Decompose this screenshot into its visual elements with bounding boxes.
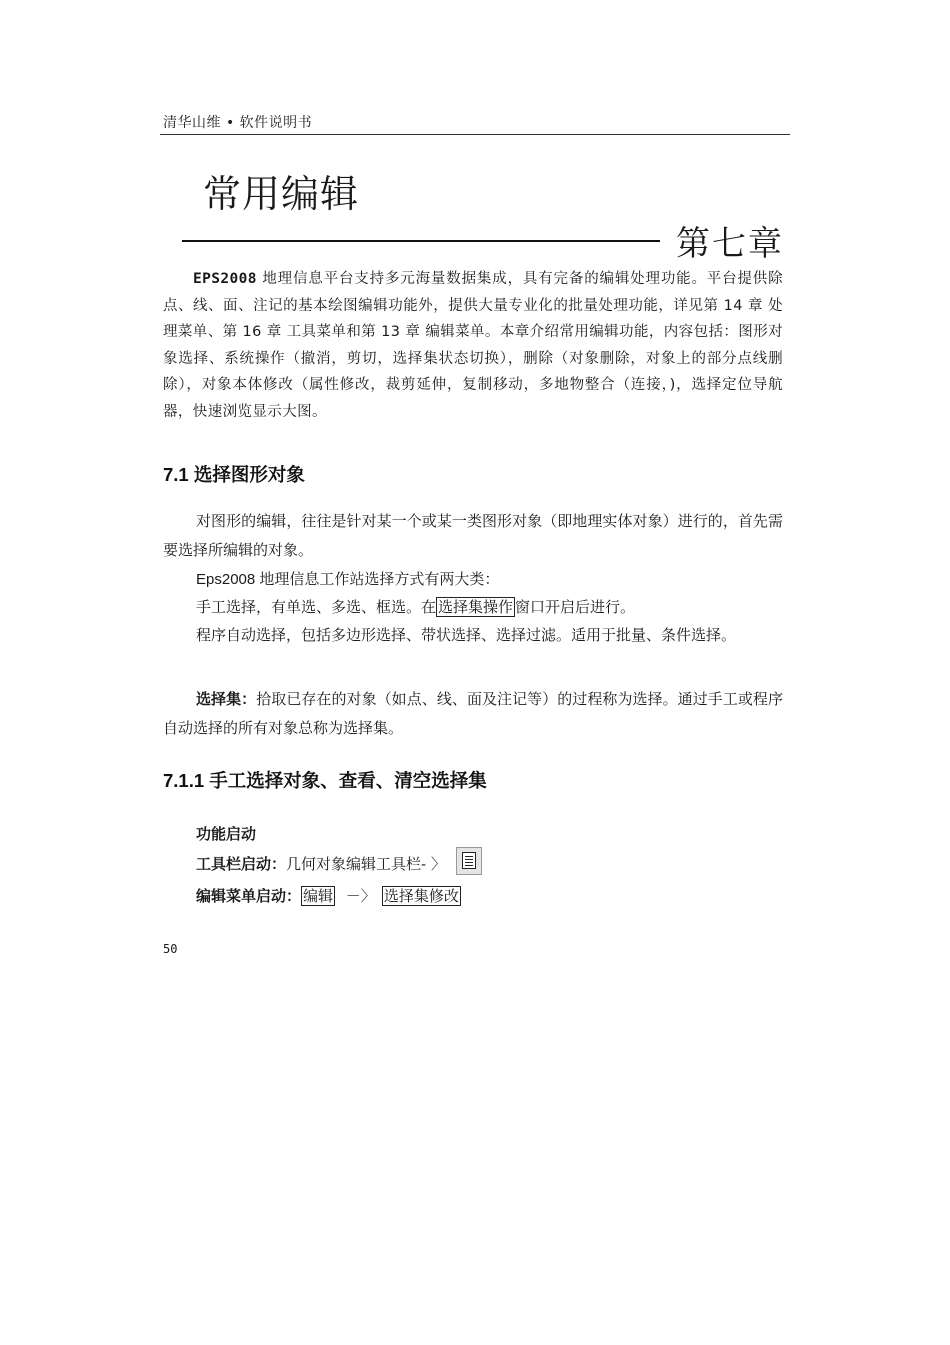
section-7-1-line3 (196, 593, 786, 622)
menu-item-edit: 编辑 (303, 887, 334, 905)
menu-item-selection-set-modify: 选择集修改 (383, 887, 459, 905)
toolbar-launch-text: 几何对象编辑工具栏- 〉 (286, 855, 446, 873)
section-heading-7-1-1: 7.1.1 手工选择对象、查看、清空选择集 (163, 770, 487, 791)
selection-set-window-ref: 选择集操作 (438, 598, 514, 616)
chapter-number: 第七章 (676, 224, 784, 264)
definition-term: 选择集： (196, 690, 257, 708)
function-launch-label: 功能启动 (196, 825, 257, 843)
selection-set-icon[interactable] (456, 847, 482, 875)
manual-selection-text: 手工选择，有单选、多选、框选。在 (196, 598, 437, 616)
intro-lead: EPS2008 (193, 271, 257, 287)
manual-selection-text-end: 窗口开启后进行。 (515, 598, 636, 616)
menu-launch-line (196, 882, 616, 911)
chapter-intro (163, 266, 783, 425)
toolbar-launch-line (196, 847, 616, 879)
intro-text: 地理信息平台支持多元海量数据集成，具有完备的编辑处理功能。平台提供除点、线、面、注记的基本绘图编辑功能外，提供大量专业化的批量处理功能，详见第 14 章 处理菜单、第 16 章 工具菜单和第 13 章 编辑菜单。本章介绍常用编辑功能，内容包括：图形对象选择、系统操作（撤消，剪切，选择集状态切换），删除（对象删除，对象上的部分点线删除），对象本体修改（属性修改，裁剪延伸，复制移动，多地物整合（连接，)，选择定位导航器，快速浏览显示大图。 (163, 271, 783, 420)
section-7-1-para1: 对图形的编辑，往往是针对某一个或某一类图形对象（即地理实体对象）进行的，首先需要选择所编辑的对象。 (163, 512, 783, 559)
section-heading-7-1: 7.1 选择图形对象 (163, 464, 305, 485)
header-divider (160, 134, 790, 135)
selection-set-definition (163, 685, 783, 743)
chapter-divider (182, 240, 660, 242)
selection-types-intro: Eps2008 地理信息工作站选择方式有两大类： (196, 571, 500, 588)
chapter-title: 常用编辑 (203, 172, 360, 216)
running-header: 清华山维 • 软件说明书 (163, 115, 313, 131)
page-number: 50 (163, 942, 178, 956)
section-7-1-line2 (196, 565, 816, 594)
definition-text: 拾取已存在的对象（如点、线、面及注记等）的过程称为选择。通过手工或程序自动选择的所有对象总称为选择集。 (163, 690, 783, 737)
toolbar-launch-label: 工具栏启动： (196, 855, 287, 873)
section-7-1-line4: 程序自动选择，包括多边形选择、带状选择、选择过滤。适用于批量、条件选择。 (196, 626, 737, 644)
menu-launch-label: 编辑菜单启动： (196, 887, 302, 905)
menu-arrow: －〉 (341, 887, 376, 905)
